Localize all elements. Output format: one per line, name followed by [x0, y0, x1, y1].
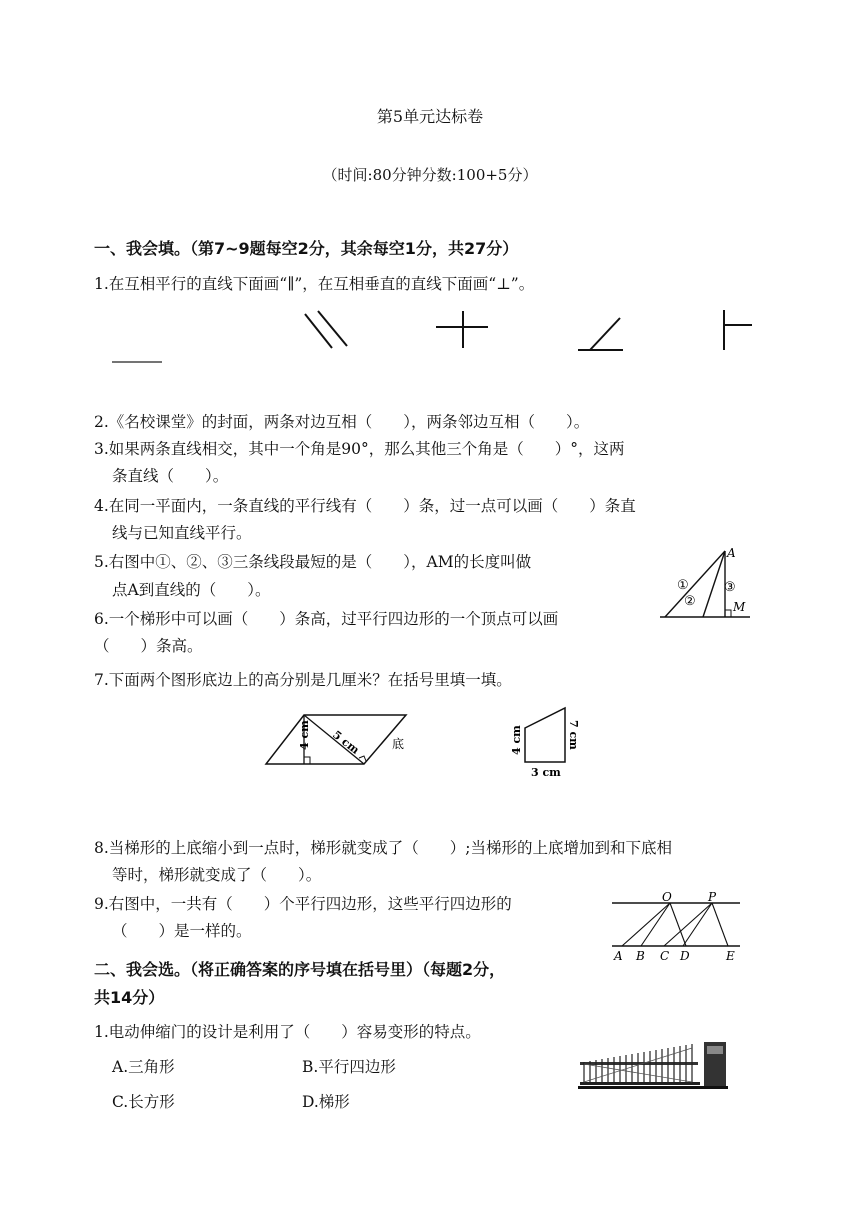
point-a-label: A — [614, 949, 623, 963]
q5-figure — [655, 545, 755, 625]
option-c: C.长方形 — [112, 1093, 175, 1111]
point-p-label: P — [708, 890, 717, 904]
question-7: 7.下面两个图形底边上的高分别是几厘米？在括号里填一填。 — [94, 671, 512, 689]
section2-question-1: 1.电动伸缩门的设计是利用了（ ）容易变形的特点。 — [94, 1023, 481, 1041]
question-5-line1: 5.右图中①、②、③三条线段最短的是（ ），AM的长度叫做 — [94, 553, 532, 571]
segment-1-label: ① — [677, 578, 689, 593]
point-a-label: A — [727, 546, 736, 560]
angle-slant — [590, 318, 620, 350]
section2-heading-line1: 二、我会选。（将正确答案的序号填在括号里）（每题2分， — [94, 960, 506, 979]
point-m-label: M — [733, 600, 746, 614]
q7-trapezoid — [505, 700, 595, 785]
point-c-label: C — [660, 949, 670, 963]
q1-line-figures — [0, 0, 860, 380]
point-d-label: D — [680, 949, 690, 963]
question-9-line1: 9.右图中，一共有（ ）个平行四边形，这些平行四边形的 — [94, 895, 512, 913]
question-4-line2: 线与已知直线平行。 — [112, 524, 252, 542]
trapezoid-base-label: 3 cm — [531, 766, 561, 779]
section2-heading-line2: 共14分） — [94, 988, 165, 1007]
option-d: D.梯形 — [302, 1093, 350, 1111]
question-4-line1: 4.在同一平面内，一条直线的平行线有（ ）条，过一点可以画（ ）条直 — [94, 497, 636, 515]
question-5-line2: 点A到直线的（ ）。 — [112, 581, 271, 599]
parallel-line-1 — [305, 314, 332, 348]
option-b: B.平行四边形 — [302, 1058, 396, 1076]
question-9-line2: （ ）是一样的。 — [112, 922, 252, 940]
question-8-line1: 8.当梯形的上底缩小到一点时，梯形就变成了（ ）;当梯形的上底增加到和下底相 — [94, 839, 673, 857]
question-3-line1: 3.如果两条直线相交，其中一个角是90°，那么其他三个角是（ ）°，这两 — [94, 440, 625, 458]
question-1: 1.在互相平行的直线下面画“∥”，在互相垂直的直线下面画“⊥”。 — [94, 275, 535, 293]
parallel-line-2 — [318, 311, 347, 346]
q9-figure — [610, 888, 750, 968]
question-2: 2.《名校课堂》的封面，两条对边互相（ ），两条邻边互相（ ）。 — [94, 413, 590, 431]
question-6-line2: （ ）条高。 — [94, 637, 203, 655]
point-o-label: O — [662, 890, 672, 904]
parallelogram-base-label: 底 — [392, 737, 405, 751]
question-6-line1: 6.一个梯形中可以画（ ）条高，过平行四边形的一个顶点可以画 — [94, 610, 559, 628]
page-title: 第5单元达标卷 — [376, 107, 484, 126]
exam-meta: （时间:80分钟分数:100+5分） — [322, 166, 538, 184]
point-b-label: B — [636, 949, 645, 963]
parallelogram-height-label: 4 cm — [298, 720, 311, 750]
trapezoid-right-label: 7 cm — [567, 720, 580, 750]
parallelogram-side-label: 5 cm — [330, 728, 362, 757]
section1-heading: 一、我会填。（第7~9题每空2分，其余每空1分，共27分） — [94, 239, 519, 258]
segment-3-label: ③ — [724, 580, 736, 595]
point-e-label: E — [726, 949, 735, 963]
trapezoid-left-label: 4 cm — [510, 725, 523, 755]
question-8-line2: 等时，梯形就变成了（ ）。 — [112, 866, 322, 884]
retractable-gate-image — [578, 1040, 730, 1092]
question-3-line2: 条直线（ ）。 — [112, 467, 229, 485]
option-a: A.三角形 — [112, 1058, 175, 1076]
q7-parallelogram — [260, 710, 420, 770]
segment-2-label: ② — [684, 594, 696, 609]
